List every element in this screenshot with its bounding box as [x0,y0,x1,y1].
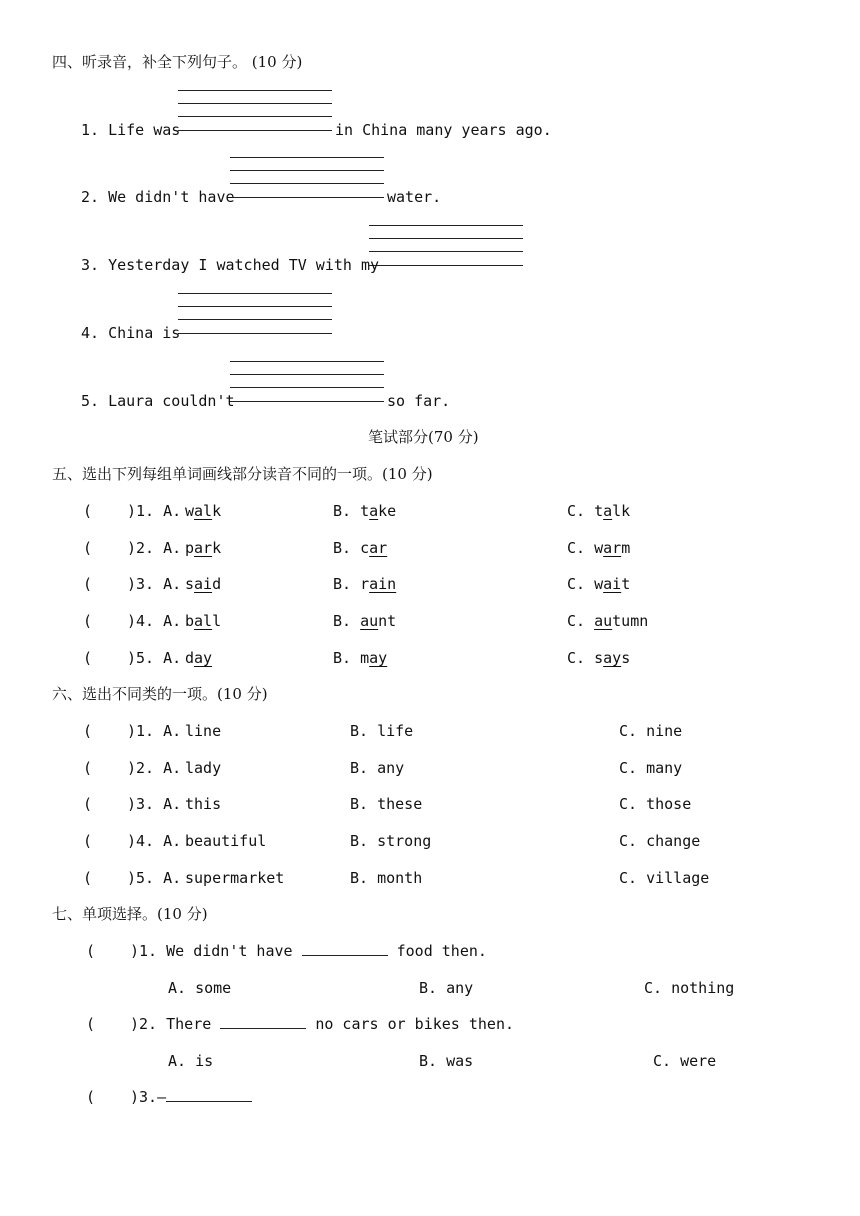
s6-row-4-a: beautiful [185,832,267,850]
s7-q2-blank [220,1014,306,1029]
s5-row-4-a: ball [185,612,222,630]
s6-row-2-c: C. many [619,759,683,777]
answer-lines-2 [230,157,384,199]
s6-row-2-b: B. any [350,759,405,777]
s7-q2-option-a: A. is [168,1052,214,1070]
s5-row-4-b: B. aunt [333,612,397,630]
s7-q1-option-b: B. any [419,979,474,997]
s4-item-5-post: so far. [387,392,451,410]
s5-row-2-c: C. warm [567,539,631,557]
s5-row-3-b: B. rain [333,575,397,593]
s4-item-3-pre: 3. Yesterday I watched TV with my [81,256,380,274]
s6-row-1-b: B. life [350,722,414,740]
written-part-title: 笔试部分(70 分) [368,428,479,446]
s6-row-1-paren: ( )1. A. [83,722,182,740]
section-5-title: 五、选出下列每组单词画线部分读音不同的一项。(10 分) [52,465,433,483]
s5-row-3-a: said [185,575,222,593]
s7-question-1: ( )1. We didn't have food then. [86,942,487,960]
section-6-title: 六、选出不同类的一项。(10 分) [52,685,268,703]
s5-row-1-c: C. talk [567,502,631,520]
s7-q1-option-c: C. nothing [644,979,735,997]
s7-question-2: ( )2. There no cars or bikes then. [86,1015,515,1033]
s4-item-4-pre: 4. China is [81,324,181,342]
answer-lines-1 [178,90,332,132]
answer-lines-4 [178,293,332,335]
section-7-title: 七、单项选择。(10 分) [52,905,208,923]
s6-row-1-a: line [185,722,222,740]
s4-item-1-pre: 1. Life was [81,121,181,139]
s7-q1-option-a: A. some [168,979,232,997]
s6-row-4-c: C. change [619,832,701,850]
s6-row-4-paren: ( )4. A. [83,832,182,850]
s5-row-4-paren: ( )4. A. [83,612,182,630]
s5-row-3-paren: ( )3. A. [83,575,182,593]
s6-row-2-paren: ( )2. A. [83,759,182,777]
s5-row-2-a: park [185,539,222,557]
s4-item-5-pre: 5. Laura couldn't [81,392,235,410]
s5-row-4-c: C. autumn [567,612,649,630]
s7-q3-blank [166,1087,252,1102]
s6-row-4-b: B. strong [350,832,432,850]
s4-item-2-post: water. [387,188,442,206]
answer-lines-3 [369,225,523,267]
s6-row-3-a: this [185,795,222,813]
s6-row-1-c: C. nine [619,722,683,740]
s6-row-5-a: supermarket [185,869,285,887]
s6-row-3-paren: ( )3. A. [83,795,182,813]
s5-row-1-a: walk [185,502,222,520]
s5-row-3-c: C. wait [567,575,631,593]
s7-q2-option-c: C. were [653,1052,717,1070]
s5-row-5-a: day [185,649,213,667]
s7-question-3: ( )3.— [86,1087,252,1107]
s6-row-3-b: B. these [350,795,423,813]
s4-item-2-pre: 2. We didn't have [81,188,235,206]
s6-row-2-a: lady [185,759,222,777]
answer-lines-5 [230,361,384,403]
s6-row-5-b: B. month [350,869,423,887]
s5-row-1-b: B. take [333,502,397,520]
s6-row-5-paren: ( )5. A. [83,869,182,887]
s7-q1-blank [302,941,388,956]
s5-row-5-b: B. may [333,649,388,667]
s4-item-1-post: in China many years ago. [335,121,552,139]
s7-q2-option-b: B. was [419,1052,474,1070]
s5-row-2-b: B. car [333,539,388,557]
s5-row-5-c: C. says [567,649,631,667]
s5-row-2-paren: ( )2. A. [83,539,182,557]
s6-row-5-c: C. village [619,869,710,887]
s5-row-5-paren: ( )5. A. [83,649,182,667]
s6-row-3-c: C. those [619,795,692,813]
s5-row-1-paren: ( )1. A. [83,502,182,520]
section-4-title: 四、听录音，补全下列句子。 (10 分) [52,53,303,71]
